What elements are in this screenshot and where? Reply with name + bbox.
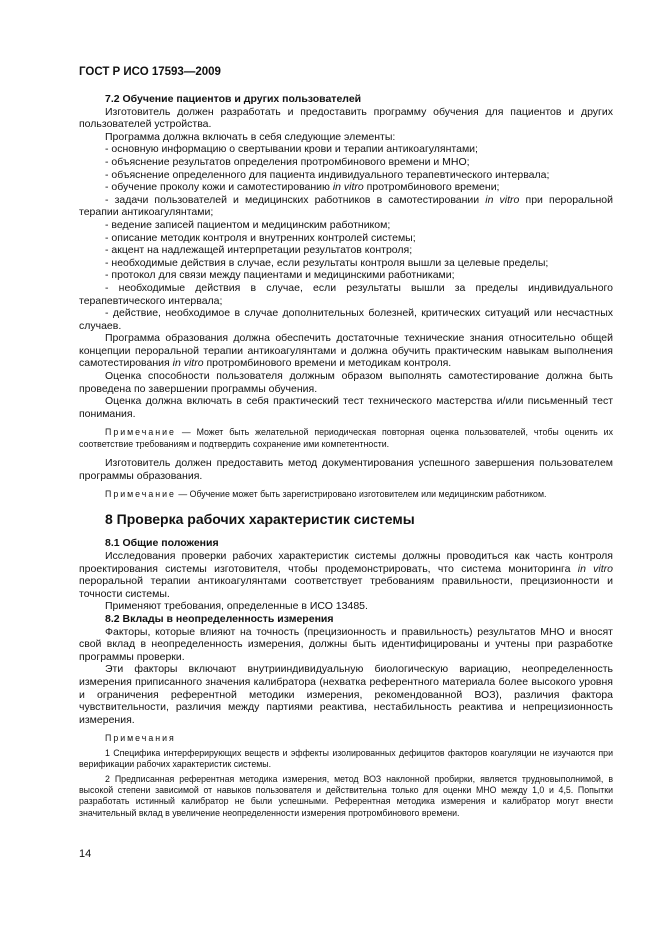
section-8-1-heading: 8.1 Общие положения xyxy=(105,537,219,550)
section-8-heading: 8 Проверка рабочих характеристик системы xyxy=(105,510,415,527)
paragraph: Оценка способности пользователя должным образом выполнять самотестирование должна быть проведена по завершении программы обучения. xyxy=(79,370,613,395)
note: Примечание — Может быть желательной периодическая повторная оценка пользователей, чтобы оценить их соответствие требованиям и подтвердить сохранение ими компетентности. xyxy=(79,427,613,449)
note: Примечание — Обучение может быть зарегистрировано изготовителем или медицинским работником. xyxy=(105,489,547,500)
list-item: - действие, необходимое в случае дополнительных болезней, критических ситуаций или несчастных случаев. xyxy=(79,307,613,332)
paragraph: Изготовитель должен разработать и предоставить программу обучения для пациентов и других пользователей устройства. xyxy=(79,105,613,131)
section-7-2-heading: 7.2 Обучение пациентов и других пользователей xyxy=(105,93,362,105)
list-item: - объяснение результатов определения протромбинового времени и МНО; xyxy=(105,155,470,168)
paragraph: Изготовитель должен предоставить метод документирования успешного завершения пользователем программы образования. xyxy=(79,457,613,482)
note-2: 2 Предписанная референтная методика измерения, метод ВОЗ наклонной пробирки, является трудновыполнимой, в высокой степени зависимой от навыков пользователя и действительна только для оценки МНО между 1,0 и 4,5. Попытки разработать истинный калибратор не были успешными. Референтная методика измерения и калибратор могут внести значительный вклад в увеличение неопределенности измерения протромбинового времени. xyxy=(79,773,613,818)
paragraph: Факторы, которые влияют на точность (прецизионность и правильность) результатов МНО и вносят свой вклад в неопределенность измерения, должны быть идентифицированы и учтены при разработке программы проверки. xyxy=(79,625,613,663)
list-item: - необходимые действия в случае, если результаты контроля вышли за целевые пределы; xyxy=(105,256,549,269)
list-item: - описание методик контроля и внутренних контролей системы; xyxy=(105,231,416,244)
list-item: - объяснение определенного для пациента индивидуального терапевтического интервала; xyxy=(105,168,550,181)
program-elements-list xyxy=(79,143,613,332)
paragraph: Применяют требования, определенные в ИСО 13485. xyxy=(105,600,368,613)
paragraph: Оценка должна включать в себя практический тест технического мастерства и/или письменный тест понимания. xyxy=(79,395,613,420)
notes-label: Примечания xyxy=(105,733,176,744)
note-1: 1 Специфика интерферирующих веществ и эффекты изолированных дефицитов факторов коагуляции не изучаются при верификации рабочих характеристик системы. xyxy=(79,747,613,770)
paragraph: Исследования проверки рабочих характеристик системы должны проводиться как часть контроля проектирования системы изготовителя, чтобы продемонстрировать, что система мониторинга in vitro пероральной терапии антикоагулянтами соответствует требованиям правильности, прецизионности и точности системы. xyxy=(79,550,613,600)
list-item: - акцент на надлежащей интерпретации результатов контроля; xyxy=(105,244,413,257)
standard-header: ГОСТ Р ИСО 17593—2009 xyxy=(79,66,221,78)
paragraph: Эти факторы включают внутрииндивидуальную биологическую вариацию, неопределенность измерения приписанного значения калибратора (нехватка референтного материала более высокого уровня и ограничения референтной методики измерения, рекомендованной ВОЗ), различия фактора чувствительности, различия между партиями реактива, нестабильность реактива и непрецизионность измерения. xyxy=(79,663,613,726)
list-item: - обучение проколу кожи и самотестированию in vitro протромбинового времени; xyxy=(105,181,500,194)
list-item: - необходимые действия в случае, если результаты вышли за пределы индивидуального терапевтического интервала; xyxy=(79,281,613,307)
list-item: - основную информацию о свертывании крови и терапии антикоагулянтами; xyxy=(105,143,478,156)
section-8-2-heading: 8.2 Вклады в неопределенность измерения xyxy=(105,613,334,625)
list-item: - задачи пользователей и медицинских работников в самотестировании in vitro при пероральной терапии антикоагулянтами; xyxy=(79,193,613,219)
paragraph: Программа образования должна обеспечить достаточные технические знания относительно общей концепции пероральной терапии антикоагулянтами и должна обучить практическим навыкам выполнения самотестирования in vitro протромбинового времени и методикам контроля. xyxy=(79,332,613,370)
page-content xyxy=(79,93,613,819)
list-item: - ведение записей пациентом и медицинским работником; xyxy=(105,218,391,231)
list-item: - протокол для связи между пациентами и медицинскими работниками; xyxy=(105,269,455,282)
page-number: 14 xyxy=(79,848,92,860)
paragraph: Программа должна включать в себя следующие элементы: xyxy=(105,130,396,143)
